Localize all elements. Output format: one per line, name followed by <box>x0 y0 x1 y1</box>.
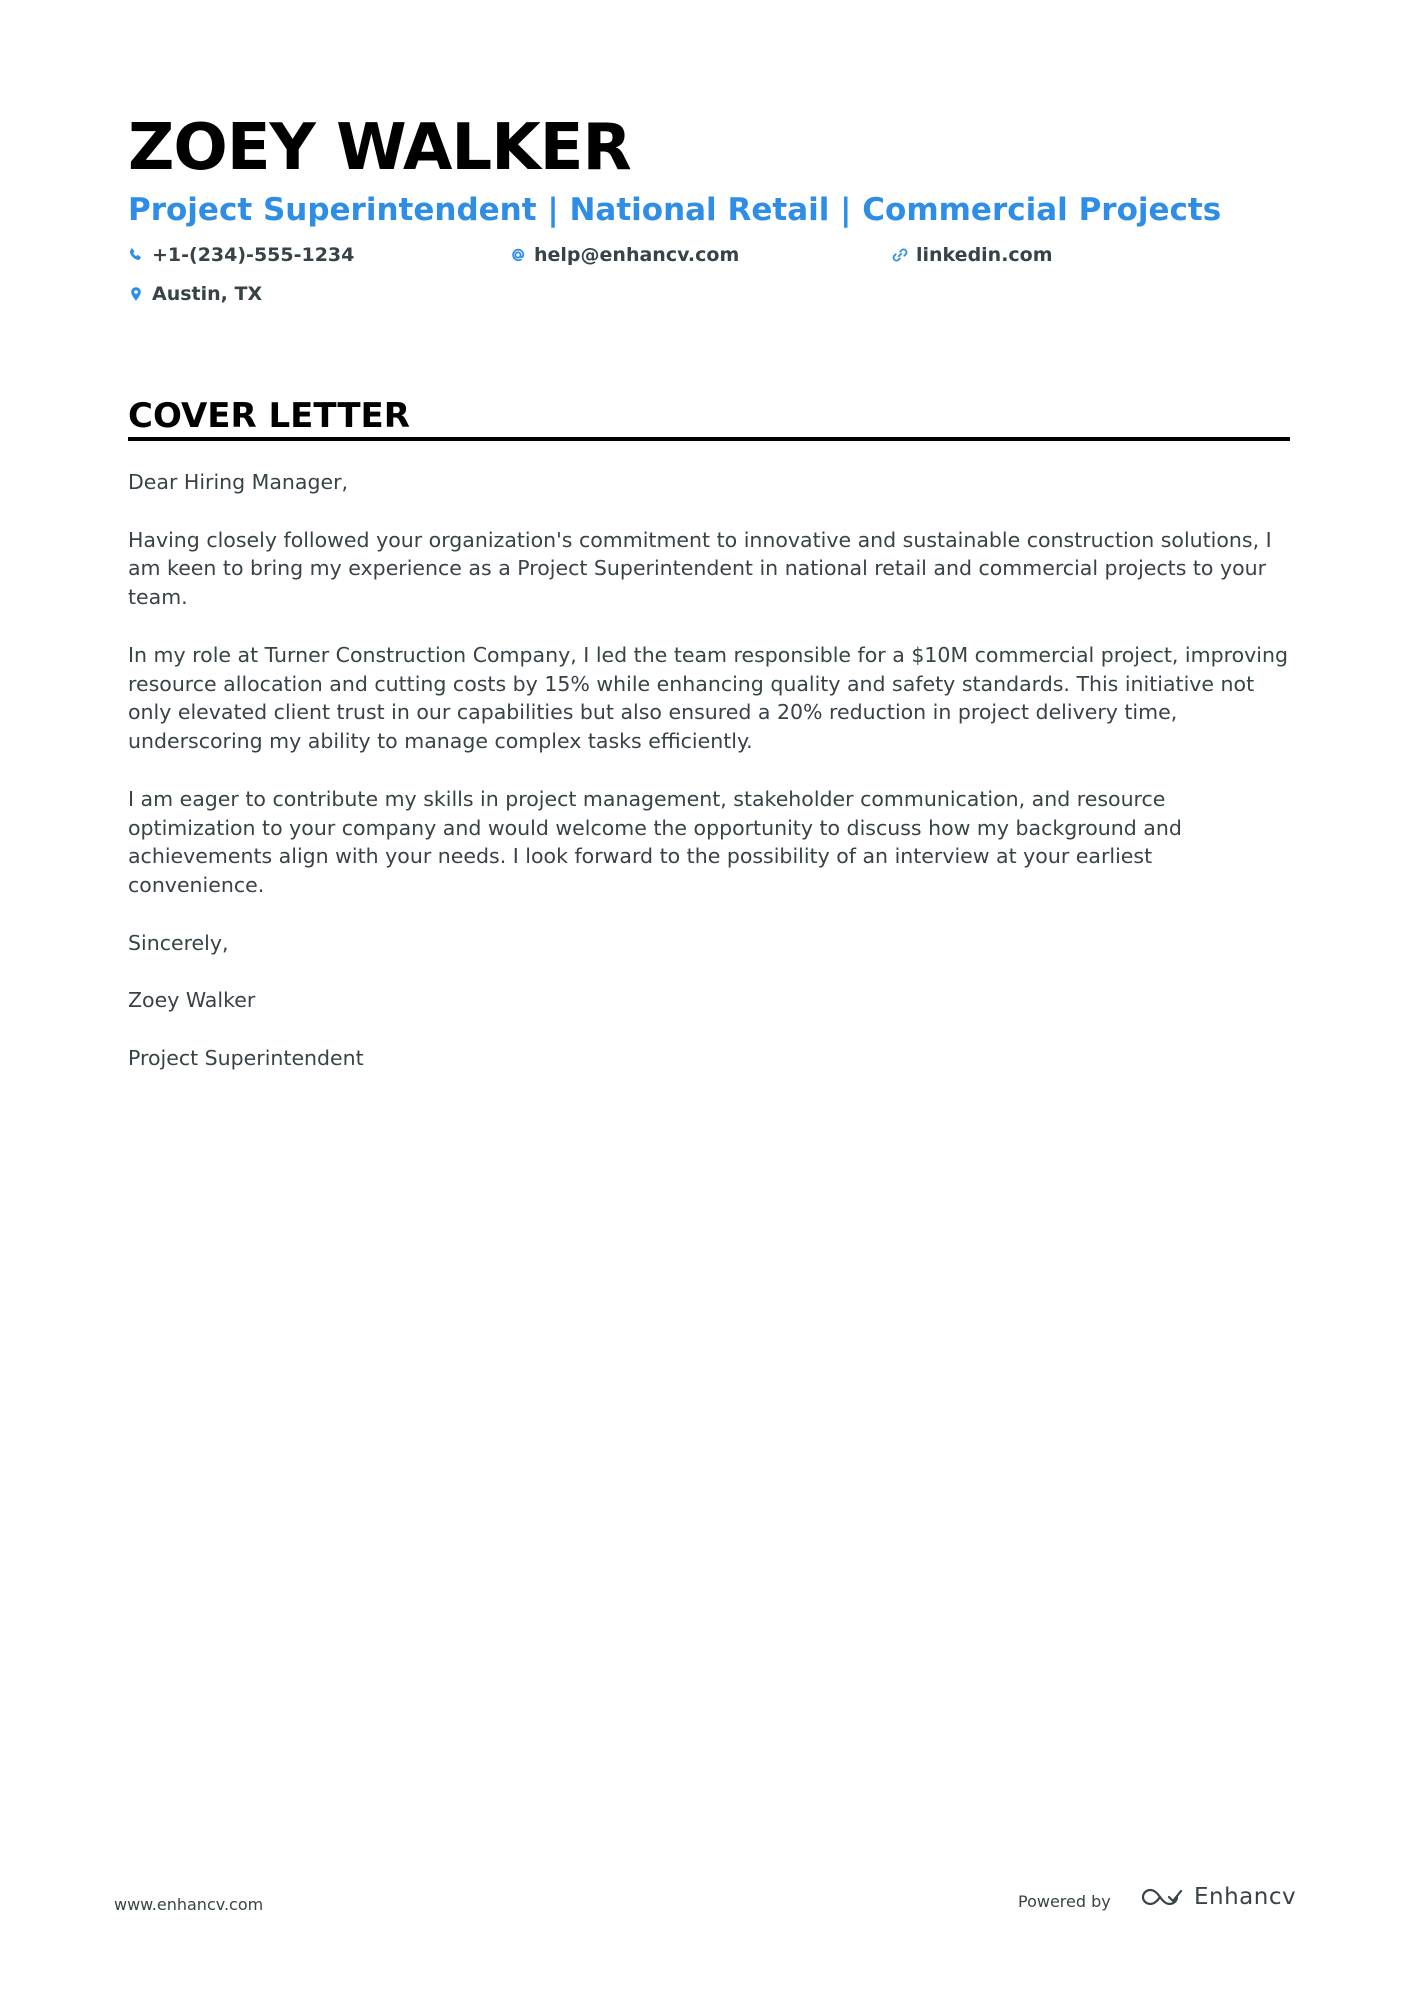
phone-text: +1-(234)-555-1234 <box>152 244 355 266</box>
footer-url[interactable]: www.enhancv.com <box>114 1895 264 1914</box>
contact-linkedin[interactable] <box>892 242 1053 268</box>
section-divider <box>128 437 1290 441</box>
at-sign-icon <box>510 247 526 263</box>
applicant-name: ZOEY WALKER <box>128 111 631 185</box>
letter-paragraph: Having closely followed your organization's commitment to innovative and sustainable construction solutions, I am keen to bring my experience as a Project Superintendent in national retail and commercial projects to your team. <box>128 527 1272 610</box>
contact-email[interactable] <box>510 242 739 268</box>
section-title: COVER LETTER <box>128 396 410 436</box>
location-text: Austin, TX <box>152 283 263 305</box>
letter-closing: Sincerely, <box>128 930 229 955</box>
applicant-headline: Project Superintendent | National Retail | Commercial Projects <box>128 192 1222 228</box>
brand-wordmark: Enhancv <box>1194 1884 1297 1910</box>
phone-icon <box>128 247 144 263</box>
brand-logo[interactable] <box>1138 1884 1296 1910</box>
letter-paragraph: In my role at Turner Construction Company, I led the team responsible for a $10M commercial project, improving resource allocation and cutting costs by 15% while enhancing quality and safety standards. This initiative not only elevated client trust in our capabilities but also ensured a 20% reduction in project delivery time, underscoring my ability to manage complex tasks efficiently. <box>128 642 1288 754</box>
contact-phone <box>128 242 354 268</box>
signature-name: Zoey Walker <box>128 988 256 1013</box>
link-icon <box>892 247 908 263</box>
signature-title: Project Superintendent <box>128 1045 364 1070</box>
letter-greeting: Dear Hiring Manager, <box>128 470 349 494</box>
contact-location <box>128 281 262 307</box>
linkedin-text: linkedin.com <box>916 244 1053 266</box>
enhancv-logo-icon <box>1138 1884 1184 1910</box>
email-text: help@enhancv.com <box>534 244 740 266</box>
map-pin-icon <box>128 286 144 302</box>
letter-paragraph: I am eager to contribute my skills in project management, stakeholder communication, and resource optimization to your company and would welcome the opportunity to discuss how my background and achievements align with your needs. I look forward to the possibility of an interview at your earliest convenience. <box>128 786 1182 898</box>
powered-by-label: Powered by <box>1018 1892 1111 1911</box>
letter-body <box>128 468 1290 1102</box>
